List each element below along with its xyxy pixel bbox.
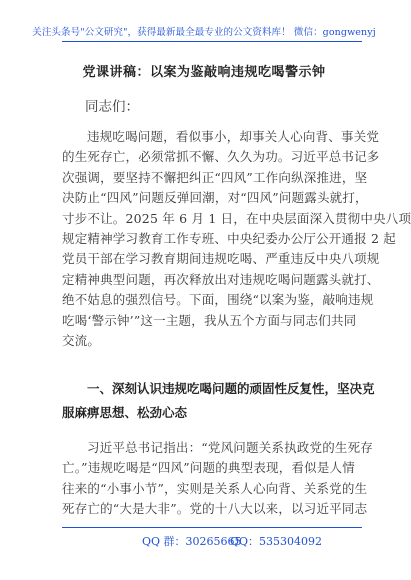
paragraph-line: 习近平总书记指出：“党风问题关系执政党的生死存 [87, 440, 373, 455]
paragraph-line: 交流。 [62, 332, 101, 348]
heading-line: 服麻痹思想、松劲心态 [62, 405, 188, 420]
paragraph-line: 违规吃喝问题，看似事小，却事关人心向背、事关党 [87, 129, 380, 144]
paragraph-line: 决防止“四风”问题反弹回潮，对“四风”问题露头就打， [62, 190, 368, 206]
paragraph-line: 吃喝‘警示钟’”这一主题，我从五个方面与同志们共同 [62, 312, 357, 328]
paragraph-line: 定精神典型问题，再次释放出对违规吃喝问题露头就打、 [62, 271, 380, 287]
salutation: 同志们： [85, 99, 139, 115]
paragraph-line: 的生死存亡，必须常抓不懈、久久为功。习近平总书记多 [62, 149, 380, 165]
paragraph-section1 [62, 438, 373, 520]
paragraph-intro [62, 127, 411, 351]
paragraph-line: 往来的“小事小节”，实则是关系人心向背、关系党的生 [62, 480, 368, 496]
section-heading-1 [62, 377, 375, 425]
header-divider [62, 41, 362, 42]
footer-qq-group: QQ 群：30265665 [142, 535, 242, 548]
paragraph-line: 次强调，要坚持不懈把纠正“四风”工作向纵深推进，坚 [62, 169, 368, 185]
document-title: 党课讲稿：以案为鉴敲响违规吃喝警示钟 [82, 65, 326, 80]
paragraph-line: 寸步不让。2025 年 6 月 1 日，在中央层面深入贯彻中央八项 [62, 210, 411, 226]
footer-qq-number: QQ：535304092 [230, 535, 323, 548]
paragraph-line: 规定精神学习教育工作专班、中央纪委办公厅公开通报 2 起 [62, 230, 397, 246]
footer-divider [62, 527, 362, 528]
paragraph-line: 亡。”违规吃喝是“四风”问题的典型表现，看似是人情 [62, 460, 355, 476]
heading-line: 一、深刻认识违规吃喝问题的顽固性反复性，坚决克 [87, 381, 375, 396]
header-banner: 关注头条号"公文研究"，获得最新最全最专业的公文资料库！ 微信：gongwenyj [32, 27, 376, 38]
paragraph-line: 党员干部在学习教育期间违规吃喝、严重违反中央八项规 [62, 251, 380, 267]
paragraph-line: 绝不姑息的强烈信号。下面，围绕“以案为鉴，敲响违规 [62, 292, 374, 308]
paragraph-line: 死存亡的“大是大非”。党的十八大以来，以习近平同志 [62, 501, 368, 517]
